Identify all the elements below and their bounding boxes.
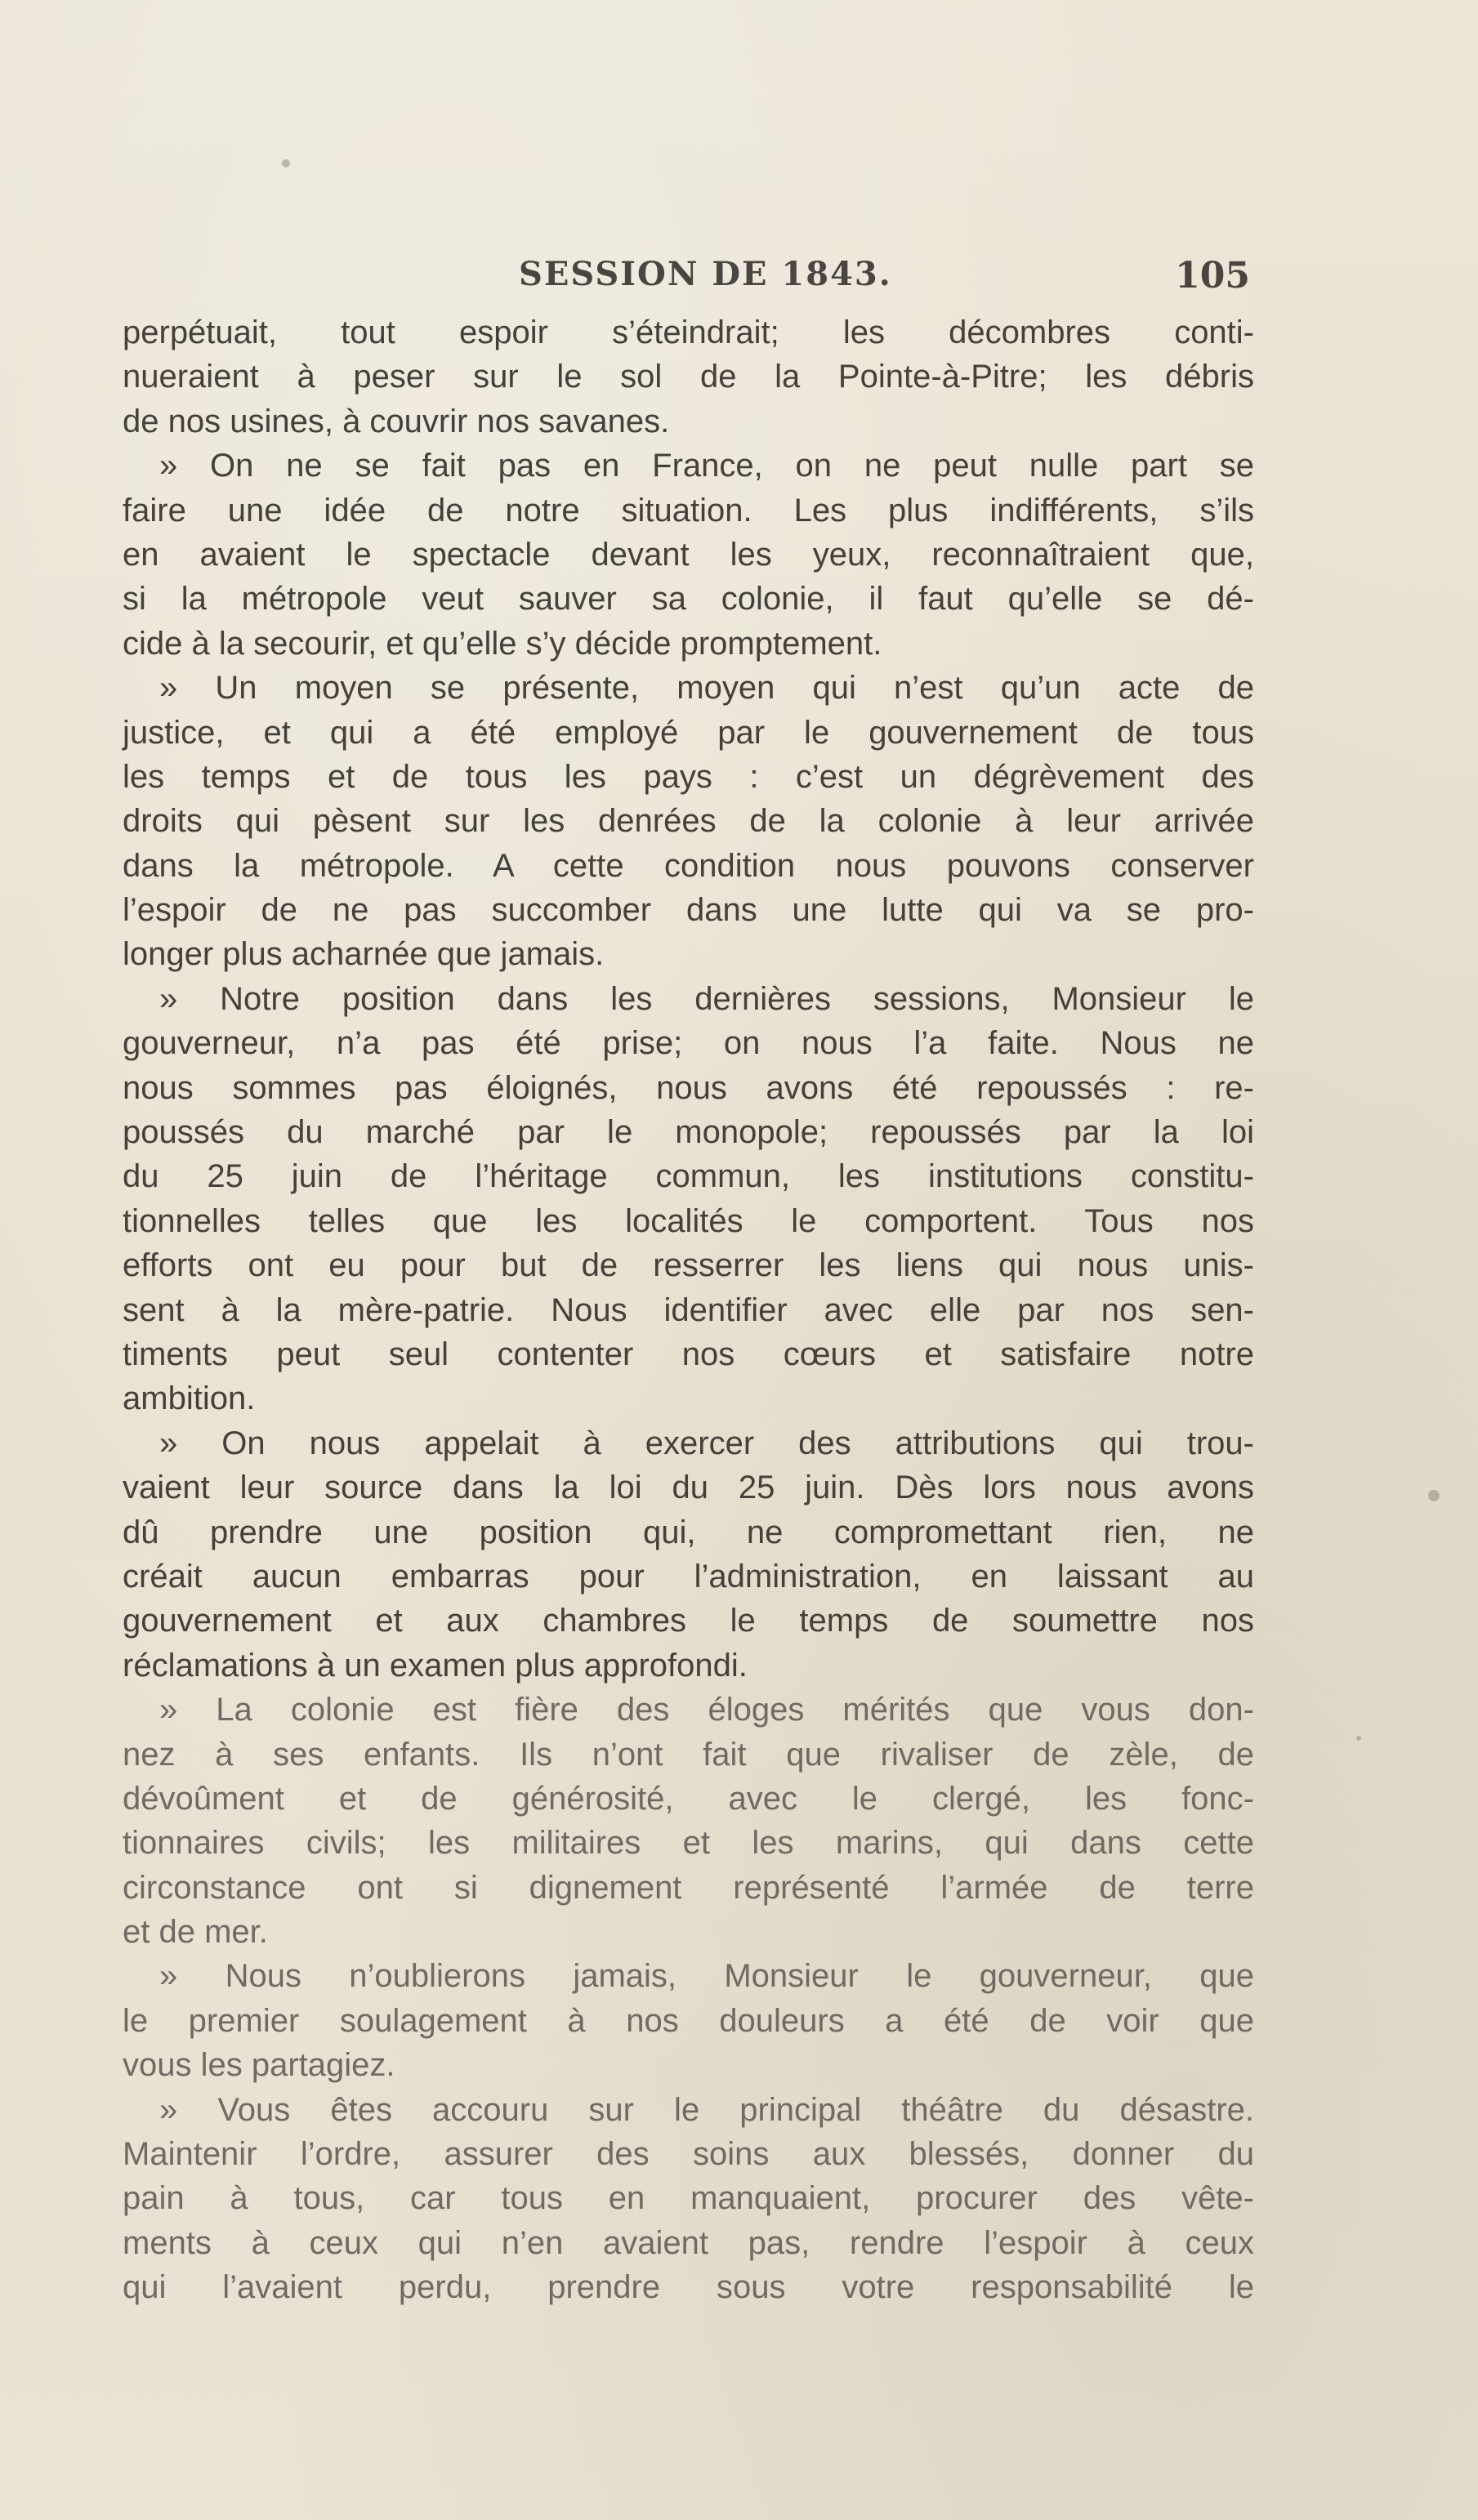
text-line: droits qui pèsent sur les denrées de la colonie à leur arrivée <box>123 803 1254 840</box>
text-line: sent à la mère-patrie. Nous identifier avec elle par nos sen- <box>123 1291 1254 1328</box>
text-line: vous les partagiez. <box>123 2047 395 2084</box>
text-line: dévoûment et de générosité, avec le clergé, les fonc- <box>123 1780 1254 1817</box>
text-line: pain à tous, car tous en manquaient, procurer des vête- <box>123 2180 1254 2217</box>
text-line: dans la métropole. A cette condition nous pouvons conserver <box>123 847 1254 884</box>
text-line: vaient leur source dans la loi du 25 juin. Dès lors nous avons <box>123 1470 1254 1506</box>
text-line: timents peut seul contenter nos cœurs et satisfaire notre <box>123 1336 1254 1372</box>
text-line: nous sommes pas éloignés, nous avons été repoussés : re- <box>123 1069 1254 1106</box>
text-line: efforts ont eu pour but de resserrer les liens qui nous unis- <box>123 1247 1254 1284</box>
page-number: 105 <box>1175 255 1250 297</box>
text-line: qui l’avaient perdu, prendre sous votre responsabilité le <box>123 2269 1254 2306</box>
text-line: en avaient le spectacle devant les yeux, reconnaîtraient que, <box>123 536 1254 573</box>
text-line: de nos usines, à couvrir nos savanes. <box>123 403 670 439</box>
text-line: circonstance ont si dignement représenté l’armée de terre <box>123 1869 1254 1906</box>
text-line: » Nous n’oublierons jamais, Monsieur le gouverneur, que <box>159 1958 1254 1995</box>
text-line: ments à ceux qui n’en avaient pas, rendre l’espoir à ceux <box>123 2224 1254 2261</box>
text-line: dû prendre une position qui, ne compromettant rien, ne <box>123 1514 1254 1550</box>
paper-speck <box>1428 1490 1440 1501</box>
text-line: poussés du marché par le monopole; repoussés par la loi <box>123 1114 1254 1151</box>
text-line: justice, et qui a été employé par le gouvernement de tous <box>123 714 1254 751</box>
text-line: nez à ses enfants. Ils n’ont fait que rivaliser de zèle, de <box>123 1736 1254 1773</box>
text-line: perpétuait, tout espoir s’éteindrait; les décombres conti- <box>123 314 1254 350</box>
text-line: » Un moyen se présente, moyen qui n’est qu’un acte de <box>159 670 1254 707</box>
text-line: créait aucun embarras pour l’administration, en laissant au <box>123 1558 1254 1595</box>
text-line: » Notre position dans les dernières sessions, Monsieur le <box>159 980 1254 1017</box>
running-head-title: SESSION DE 1843. <box>519 255 892 293</box>
text-line: tionnelles telles que les localités le comportent. Tous nos <box>123 1202 1254 1239</box>
body-text <box>123 310 1254 2310</box>
text-line: les temps et de tous les pays : c’est un dégrèvement des <box>123 758 1254 795</box>
text-line: » La colonie est fière des éloges mérités que vous don- <box>159 1692 1254 1728</box>
text-line: cide à la secourir, et qu’elle s’y décide promptement. <box>123 625 882 662</box>
text-line: tionnaires civils; les militaires et les marins, qui dans cette <box>123 1825 1254 1862</box>
text-line: réclamations à un examen plus approfondi. <box>123 1647 748 1684</box>
text-line: gouverneur, n’a pas été prise; on nous l’a faite. Nous ne <box>123 1025 1254 1062</box>
text-line: l’espoir de ne pas succomber dans une lutte qui va se pro- <box>123 892 1254 929</box>
text-line: et de mer. <box>123 1914 268 1951</box>
text-line: ambition. <box>123 1380 256 1417</box>
text-line: » Vous êtes accouru sur le principal théâtre du désastre. <box>159 2091 1254 2128</box>
text-line: » On nous appelait à exercer des attributions qui trou- <box>159 1425 1254 1461</box>
text-line: faire une idée de notre situation. Les plus indifférents, s’ils <box>123 492 1254 529</box>
text-line: Maintenir l’ordre, assurer des soins aux blessés, donner du <box>123 2136 1254 2173</box>
text-line: » On ne se fait pas en France, on ne peut nulle part se <box>159 448 1254 484</box>
paper-speck <box>282 159 290 167</box>
text-line: si la métropole veut sauver sa colonie, il faut qu’elle se dé- <box>123 581 1254 618</box>
text-line: nueraient à peser sur le sol de la Pointe-à-Pitre; les débris <box>123 359 1254 395</box>
paper-speck <box>1356 1736 1361 1741</box>
text-line: le premier soulagement à nos douleurs a été de voir que <box>123 2002 1254 2039</box>
text-line: du 25 juin de l’héritage commun, les institutions constitu- <box>123 1158 1254 1195</box>
text-line: gouvernement et aux chambres le temps de soumettre nos <box>123 1603 1254 1639</box>
running-head <box>123 255 1250 304</box>
text-line: longer plus acharnée que jamais. <box>123 936 605 973</box>
